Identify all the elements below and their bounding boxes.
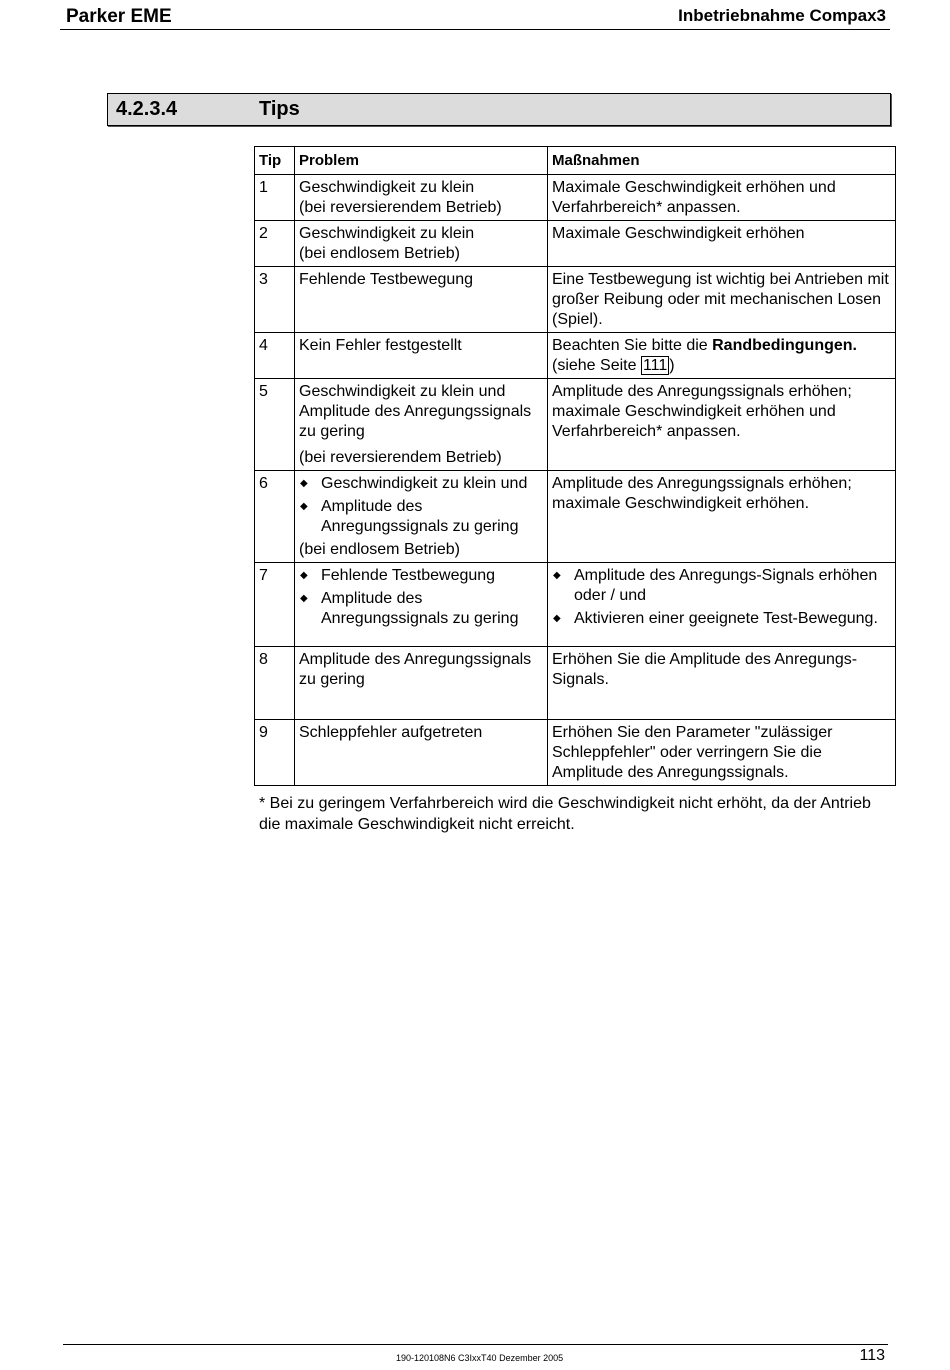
action-text: Beachten Sie bitte die (552, 337, 713, 354)
header-action: Maßnahmen (548, 147, 896, 175)
conditions-emphasis: Randbedingungen. (712, 337, 857, 354)
action-bullet-item: ◆ Amplitude des Anregungs-Signals erhöhen oder / und (552, 566, 891, 606)
tip-number: 9 (255, 720, 295, 786)
action-cell: Eine Testbewegung ist wichtig bei Antrieben mit großer Reibung oder mit mechanischen Losen (Spiel). (548, 267, 896, 333)
tip-number: 2 (255, 221, 295, 267)
footer-document-code: 190-120108N6 C3IxxT40 Dezember 2005 (396, 1353, 564, 1363)
table-row (255, 563, 896, 647)
problem-bullet-list (299, 566, 543, 629)
table-row (255, 647, 896, 720)
tip-number: 4 (255, 333, 295, 379)
header-divider (60, 29, 890, 30)
problem-cell (295, 471, 548, 563)
problem-cell: Amplitude des Anregungssignals zu gering (295, 647, 548, 720)
header-brand: Parker EME (66, 6, 172, 27)
action-cell (548, 333, 896, 379)
tip-number: 7 (255, 563, 295, 647)
problem-mode: (bei endlosem Betrieb) (299, 541, 460, 558)
footnote: * Bei zu geringem Verfahrbereich wird die Geschwindigkeit nicht erhöht, da der Antrieb die maximale Geschwindigkeit nicht erreicht. (259, 795, 871, 833)
problem-text: Geschwindigkeit zu klein und Amplitude des Anregungssignals zu gering (299, 383, 532, 440)
action-cell (548, 563, 896, 647)
section-heading (107, 93, 891, 126)
action-cell: Maximale Geschwindigkeit erhöhen und Verfahrbereich* anpassen. (548, 175, 896, 221)
problem-cell: Schleppfehler aufgetreten (295, 720, 548, 786)
problem-cell (295, 379, 548, 471)
header-tip: Tip (255, 147, 295, 175)
page-ref-suffix: ) (669, 357, 675, 374)
tip-number: 3 (255, 267, 295, 333)
problem-cell (295, 563, 548, 647)
section-title: Tips (259, 98, 300, 120)
table-row (255, 379, 896, 471)
table-row (255, 720, 896, 786)
tips-table (254, 146, 896, 786)
problem-bullet-item: ◆ Amplitude des Anregungssignals zu gering (299, 589, 543, 629)
table-row (255, 471, 896, 563)
problem-bullet-item: ◆ Fehlende Testbewegung (299, 566, 543, 586)
problem-cell: Fehlende Testbewegung (295, 267, 548, 333)
tip-number: 6 (255, 471, 295, 563)
problem-bullet-item: ◆ Amplitude des Anregungssignals zu gering (299, 497, 543, 537)
tip-number: 1 (255, 175, 295, 221)
problem-cell: Geschwindigkeit zu klein (bei endlosem Betrieb) (295, 221, 548, 267)
page-number: 113 (859, 1347, 885, 1364)
tip-number: 5 (255, 379, 295, 471)
table-row (255, 267, 896, 333)
page-ref-prefix: (siehe Seite (552, 357, 641, 374)
table-row (255, 221, 896, 267)
action-bullet-item: ◆ Aktivieren einer geeignete Test-Bewegung. (552, 609, 891, 629)
table-header-row (255, 147, 896, 175)
problem-cell: Kein Fehler festgestellt (295, 333, 548, 379)
problem-bullet-item: ◆ Geschwindigkeit zu klein und (299, 474, 543, 494)
action-bullet-list (552, 566, 891, 629)
table-row (255, 175, 896, 221)
problem-bullet-list (299, 474, 543, 537)
action-cell: Erhöhen Sie die Amplitude des Anregungs-Signals. (548, 647, 896, 720)
tip-number: 8 (255, 647, 295, 720)
action-cell: Maximale Geschwindigkeit erhöhen (548, 221, 896, 267)
action-cell: Amplitude des Anregungssignals erhöhen; maximale Geschwindigkeit erhöhen. (548, 471, 896, 563)
header-problem: Problem (295, 147, 548, 175)
problem-cell: Geschwindigkeit zu klein (bei reversierendem Betrieb) (295, 175, 548, 221)
action-cell: Erhöhen Sie den Parameter "zulässiger Schleppfehler" oder verringern Sie die Amplitude des Anregungssignals. (548, 720, 896, 786)
page-reference-link[interactable]: 111 (642, 357, 668, 374)
section-number: 4.2.3.4 (116, 98, 178, 120)
footer-divider (63, 1344, 888, 1345)
header-document-title: Inbetriebnahme Compax3 (678, 6, 886, 25)
problem-mode: (bei reversierendem Betrieb) (299, 449, 502, 466)
table-row (255, 333, 896, 379)
action-cell: Amplitude des Anregungssignals erhöhen; maximale Geschwindigkeit erhöhen und Verfahrbereich* anpassen. (548, 379, 896, 471)
